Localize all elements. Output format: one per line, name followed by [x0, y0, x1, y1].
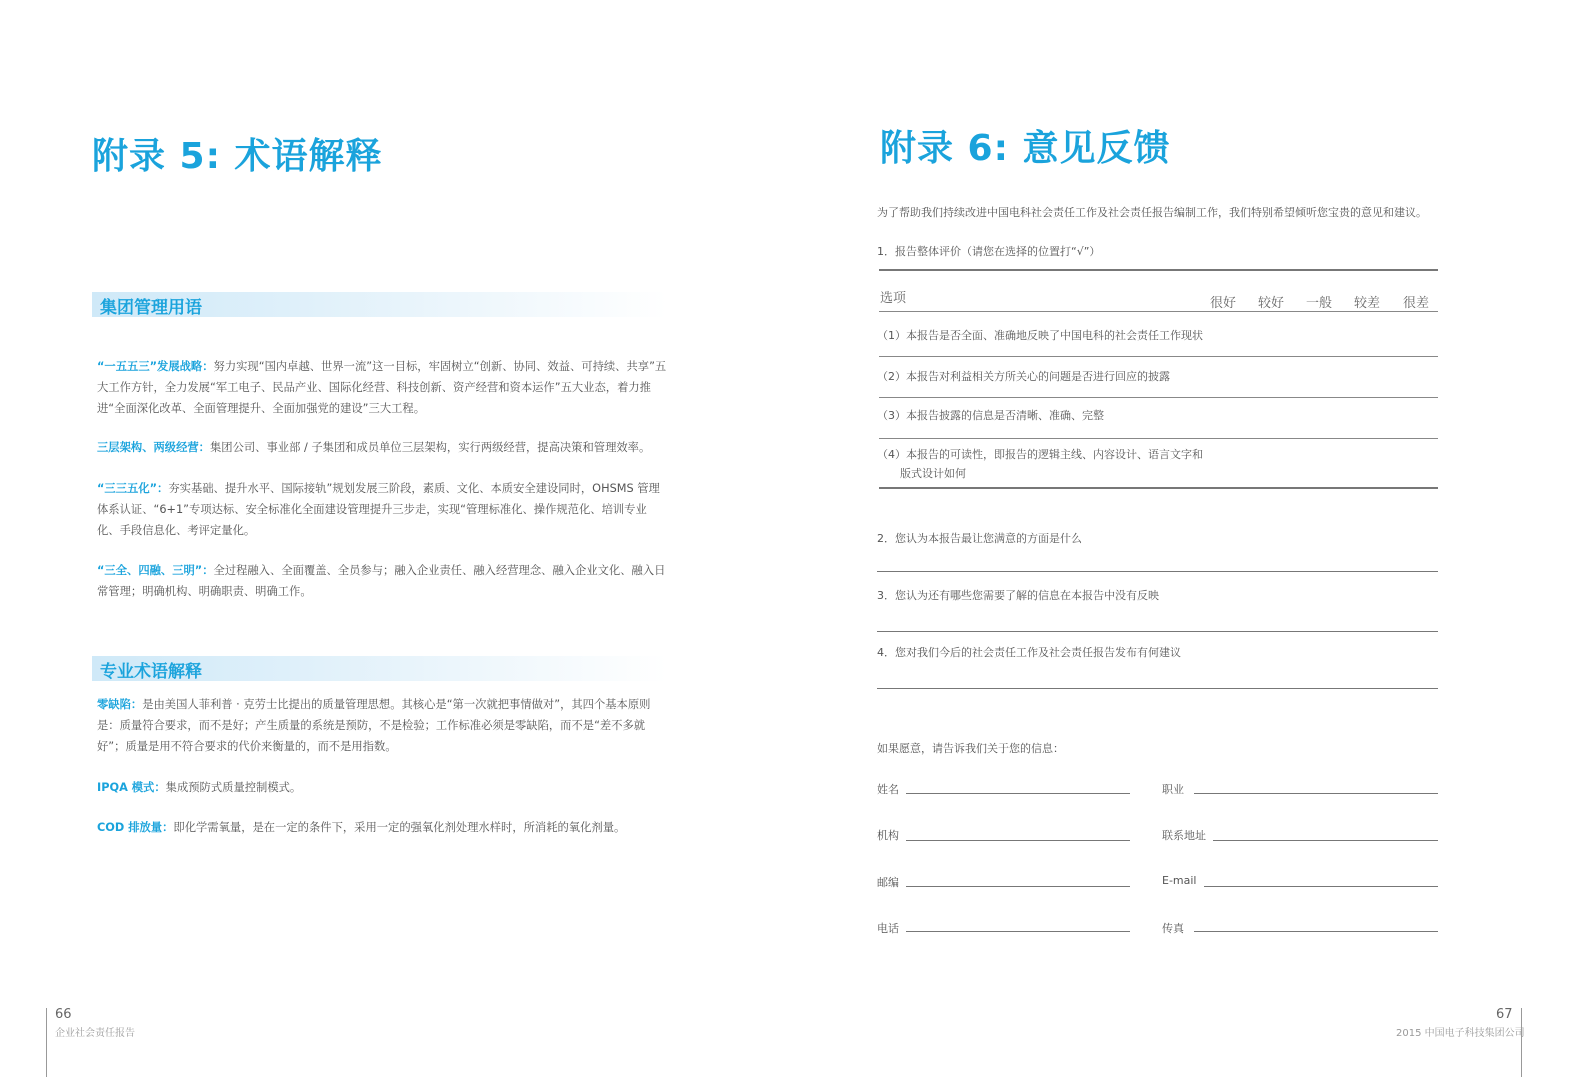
term-description: 是由美国人菲利普 · 克劳士比提出的质量管理思想。其核心是“第一次就把事情做对”，其四个基本原则是：质量符合要求，而不是好；产生质量的系统是预防，不是检验；工作标准必须是零缺陷，而不是“差不多就好”；质量是用不符合要求的代价来衡量的，而不是用指数。: [97, 698, 651, 753]
table-row: （1）本报告是否全面、准确地反映了中国电科的社会责任工作现状: [877, 329, 1203, 342]
postcode-field[interactable]: [906, 886, 1130, 887]
question-3: 3．您认为还有哪些您需要了解的信息在本报告中没有反映: [877, 589, 1159, 602]
page-number: 67: [1496, 1007, 1513, 1022]
answer-line-q4[interactable]: [877, 688, 1438, 689]
col-very-poor: 很差: [1403, 296, 1430, 311]
term-label: 三层架构、两级经营：: [97, 441, 210, 454]
term-label: “一五五三”发展战略：: [97, 360, 214, 373]
term-description: 全过程融入、全面覆盖、全员参与；融入企业责任、融入经营理念、融入企业文化、融入日常管理；明确机构、明确职责、明确工作。: [97, 564, 666, 598]
term-description: 努力实现“国内卓越、世界一流”这一目标，牢固树立“创新、协同、效益、可持续、共享”五大工作方针，全力发展“军工电子、民品产业、国际化经营、科技创新、资产经营和资本运作”五大业态，着力推进“全面深化改革、全面管理提升、全面加强党的建设”三大工程。: [97, 360, 667, 415]
field-label-phone: 电话: [877, 922, 899, 935]
section-title: 专业术语解释: [100, 662, 202, 682]
term-entry: [97, 478, 669, 541]
table-row: （3）本报告披露的信息是否清晰、准确、完整: [877, 409, 1104, 422]
left-page-title: 附录 5: 术语解释: [92, 136, 383, 177]
field-label-email: E-mail: [1162, 874, 1197, 887]
job-field[interactable]: [1194, 793, 1438, 794]
term-label: IPQA 模式：: [97, 781, 166, 794]
term-entry: [97, 437, 669, 458]
term-label: “三全、四融、三明”：: [97, 564, 214, 577]
table-row-rule: [879, 356, 1438, 357]
right-page-title: 附录 6: 意见反馈: [880, 128, 1171, 169]
term-description: 集成预防式质量控制模式。: [165, 781, 302, 794]
email-field[interactable]: [1204, 886, 1438, 887]
info-prompt: 如果愿意，请告诉我们关于您的信息：: [877, 742, 1064, 755]
table-row-rule: [879, 397, 1438, 398]
field-label-name: 姓名: [877, 783, 899, 796]
col-poor: 较差: [1354, 296, 1381, 311]
term-entry: [97, 817, 669, 838]
table-row: （2）本报告对利益相关方所关心的问题是否进行回应的披露: [877, 370, 1170, 383]
name-field[interactable]: [906, 793, 1130, 794]
section-header-professional: [92, 656, 667, 681]
question-2: 2．您认为本报告最让您满意的方面是什么: [877, 532, 1082, 545]
question-1: 1．报告整体评价（请您在选择的位置打“√”）: [877, 245, 1101, 258]
table-row-continued: 版式设计如何: [900, 467, 966, 480]
section-title: 集团管理用语: [100, 298, 202, 318]
page-number: 66: [55, 1007, 72, 1022]
field-label-job: 职业: [1162, 783, 1184, 796]
term-entry: [97, 777, 669, 798]
table-bottom-rule: [879, 487, 1438, 489]
col-average: 一般: [1306, 296, 1333, 311]
answer-line-q3[interactable]: [877, 631, 1438, 632]
page-footer: 企业社会责任报告: [55, 1028, 135, 1039]
term-label: COD 排放量：: [97, 821, 174, 834]
field-label-postcode: 邮编: [877, 876, 899, 889]
fax-field[interactable]: [1194, 931, 1438, 932]
term-description: 夯实基础、提升水平、国际接轨”规划发展三阶段，素质、文化、本质安全建设同时，OHSMS 管理体系认证、“6+1”专项达标、安全标准化全面建设管理提升三步走，实现“管理标准化、操作规范化、培训专业化、手段信息化、考评定量化。: [97, 482, 660, 537]
term-label: “三三五化”：: [97, 482, 169, 495]
answer-line-q2[interactable]: [877, 571, 1438, 572]
page-footer: 2015 中国电子科技集团公司: [1396, 1028, 1525, 1039]
term-label: 零缺陷：: [97, 698, 143, 711]
term-entry: [97, 356, 669, 419]
address-field[interactable]: [1213, 840, 1438, 841]
table-top-rule: [879, 269, 1438, 271]
table-row-rule: [879, 438, 1438, 439]
field-label-org: 机构: [877, 829, 899, 842]
term-description: 集团公司、事业部 / 子集团和成员单位三层架构，实行两级经营，提高决策和管理效率。: [209, 441, 651, 454]
page-edge-line: [46, 1008, 47, 1077]
section-header-management: [92, 292, 667, 317]
field-label-address: 联系地址: [1162, 829, 1206, 842]
term-description: 即化学需氧量，是在一定的条件下，采用一定的强氧化剂处理水样时，所消耗的氧化剂量。: [173, 821, 626, 834]
table-header-rule: [879, 311, 1438, 312]
question-4: 4．您对我们今后的社会责任工作及社会责任报告发布有何建议: [877, 646, 1181, 659]
field-label-fax: 传真: [1162, 922, 1184, 935]
col-very-good: 很好: [1210, 296, 1237, 311]
phone-field[interactable]: [906, 931, 1130, 932]
term-entry: [97, 694, 669, 757]
table-row: （4）本报告的可读性，即报告的逻辑主线、内容设计、语言文字和: [877, 448, 1203, 461]
intro-text: 为了帮助我们持续改进中国电科社会责任工作及社会责任报告编制工作，我们特别希望倾听您宝贵的意见和建议。: [877, 206, 1427, 219]
org-field[interactable]: [906, 840, 1130, 841]
table-header-option: 选项: [880, 291, 907, 306]
col-good: 较好: [1258, 296, 1285, 311]
term-entry: [97, 560, 669, 602]
page-edge-line: [1521, 1008, 1522, 1077]
